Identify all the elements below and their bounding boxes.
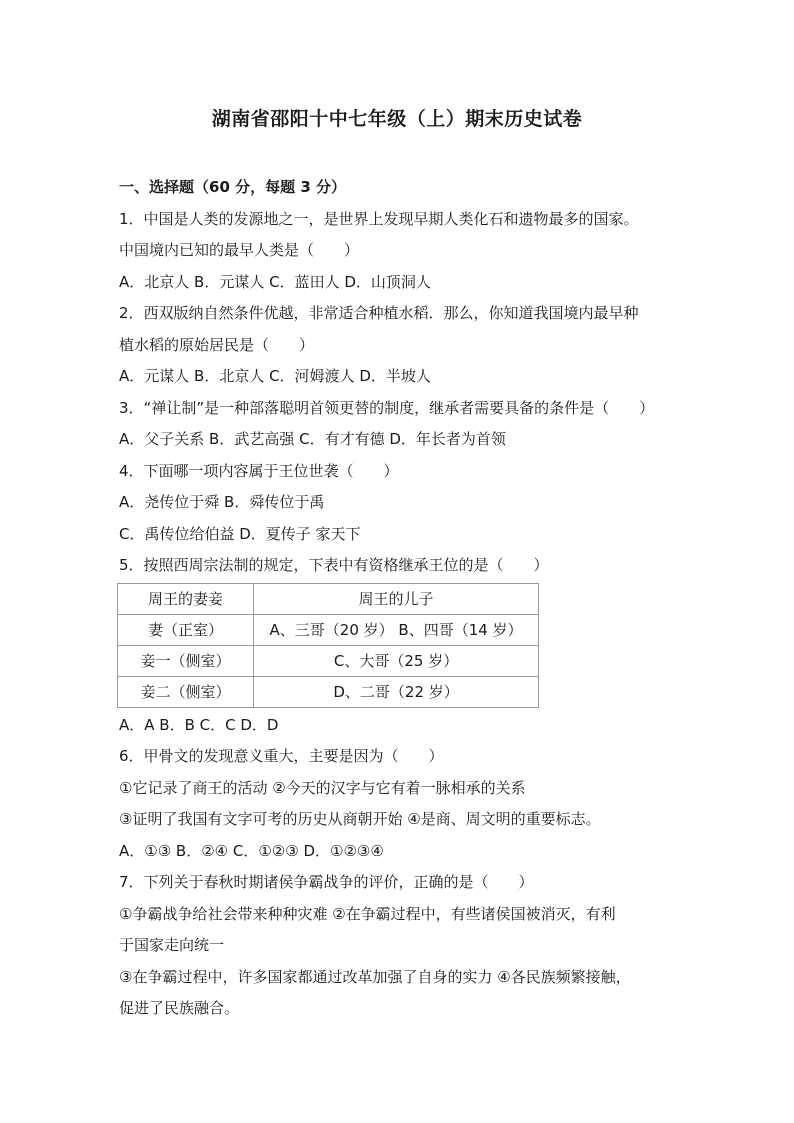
table-cell: 妾一（侧室） (118, 645, 254, 676)
section-heading: 一、选择题（60 分，每题 3 分） (119, 178, 346, 196)
q6-item-line1: ①它记录了商王的活动 ②今天的汉字与它有着一脉相承的关系 (119, 778, 526, 797)
q2-stem-line1: 2．西双版纳自然条件优越，非常适合种植水稻．那么，你知道我国境内最早种 (119, 304, 639, 322)
q1-stem-line1: 1．中国是人类的发源地之一，是世界上发现早期人类化石和遗物最多的国家。 (119, 209, 639, 228)
q7-item-line3: ③在争霸过程中，许多国家都通过改革加强了自身的实力 ④各民族频繁接触， (119, 967, 631, 986)
q5-table (117, 583, 539, 708)
q7-item-line4: 促进了民族融合。 (119, 999, 240, 1017)
q5-stem: 5．按照西周宗法制的规定，下表中有资格继承王位的是（ ） (119, 556, 549, 574)
q7-item-line1: ①争霸战争给社会带来种种灾难 ②在争霸过程中，有些诸侯国被消灭，有利 (119, 904, 616, 923)
table-cell: C、大哥（25 岁） (254, 645, 539, 676)
q6-options: A．①③ B．②④ C．①②③ D．①②③④ (119, 841, 384, 860)
q4-options-line2: C．禹传位给伯益 D．夏传子 家天下 (119, 524, 361, 543)
table-header-row (118, 583, 539, 614)
table-header-cell: 周王的妻妾 (118, 583, 254, 614)
exam-content (119, 172, 679, 1025)
table-cell: 妻（正室） (118, 614, 254, 645)
q2-options: A．元谋人 B．北京人 C．河姆渡人 D．半坡人 (119, 367, 431, 385)
q3-options: A．父子关系 B．武艺高强 C．有才有德 D．年长者为首领 (119, 430, 506, 448)
q4-stem: 4．下面哪一项内容属于王位世袭（ ） (119, 461, 399, 480)
page-title: 湖南省邵阳十中七年级（上）期末历史试卷 (211, 108, 583, 130)
q5-options: A．A B．B C．C D．D (119, 715, 279, 734)
table-row (118, 614, 539, 645)
q3-stem: 3．“禅让制”是一种部落聪明首领更替的制度，继承者需要具备的条件是（ ） (119, 398, 655, 417)
q1-options: A．北京人 B．元谋人 C．蓝田人 D．山顶洞人 (119, 272, 431, 291)
table-row (118, 676, 539, 707)
table-cell: 妾二（侧室） (118, 676, 254, 707)
table-row (118, 645, 539, 676)
q4-options-line1: A．尧传位于舜 B．舜传位于禹 (119, 493, 325, 511)
table-cell: D、二哥（22 岁） (254, 676, 539, 707)
q7-item-line2: 于国家走向统一 (119, 936, 225, 954)
q6-item-line2: ③证明了我国有文字可考的历史从商朝开始 ④是商、周文明的重要标志。 (119, 810, 601, 828)
q7-stem: 7．下列关于春秋时期诸侯争霸战争的评价，正确的是（ ） (119, 873, 534, 891)
q1-stem-line2: 中国境内已知的最早人类是（ ） (119, 241, 360, 259)
q6-stem: 6．甲骨文的发现意义重大，主要是因为（ ） (119, 747, 444, 765)
q2-stem-line2: 植水稻的原始居民是（ ） (119, 335, 315, 354)
table-header-cell: 周王的儿子 (254, 583, 539, 614)
table-cell: A、三哥（20 岁） B、四哥（14 岁） (254, 614, 539, 645)
